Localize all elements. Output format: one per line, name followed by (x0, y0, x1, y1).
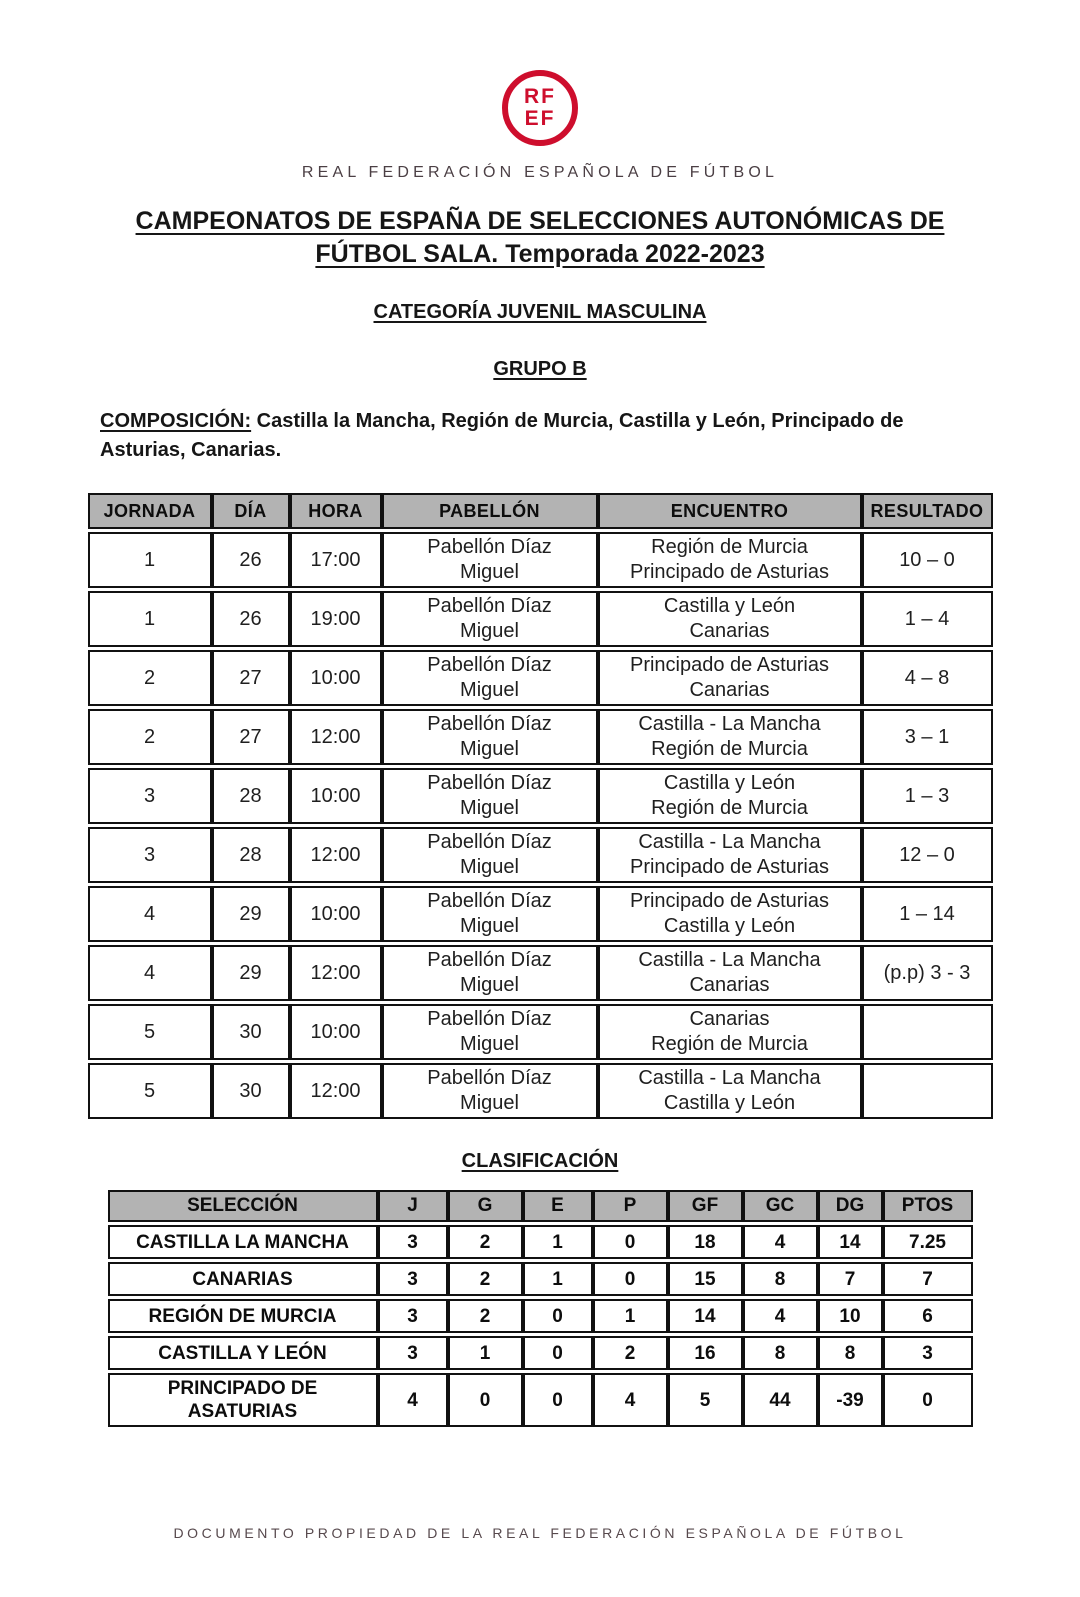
cell-seleccion (108, 1336, 378, 1370)
cell-dia: 28 (212, 768, 290, 824)
classification-row (108, 1373, 973, 1427)
cell-jornada: 4 (88, 886, 212, 942)
cell-resultado: 12 – 0 (862, 827, 993, 883)
cell-e: 0 (523, 1299, 593, 1333)
clasif-header-seleccion: SELECCIÓN (108, 1190, 378, 1222)
document-page (0, 70, 1080, 1597)
pabellon-text: Pabellón Díaz Miguel (427, 772, 552, 819)
cell-pabellon (382, 650, 598, 706)
schedule-header-row (88, 493, 993, 529)
cell-encuentro (598, 591, 862, 647)
classification-row (108, 1225, 973, 1259)
cell-ptos: 3 (883, 1336, 973, 1370)
cell-gc: 8 (743, 1336, 818, 1370)
clasif-header-e: E (523, 1190, 593, 1222)
cell-dia: 30 (212, 1063, 290, 1119)
encuentro-home: Castilla y León (663, 772, 796, 794)
cell-encuentro (598, 1004, 862, 1060)
cell-pabellon (382, 886, 598, 942)
composition-text: Castilla la Mancha, Región de Murcia, Castilla y León, Principado de Asturias, Canarias. (100, 410, 904, 461)
schedule-row (88, 945, 993, 1001)
cell-hora: 19:00 (290, 591, 382, 647)
cell-dia: 29 (212, 886, 290, 942)
cell-jornada: 5 (88, 1063, 212, 1119)
cell-dg: 10 (818, 1299, 883, 1333)
rfef-logo-text-top: RF (524, 85, 556, 108)
cell-p: 0 (593, 1262, 668, 1296)
schedule-row (88, 1063, 993, 1119)
cell-encuentro (598, 827, 862, 883)
cell-pabellon (382, 768, 598, 824)
composition-label: COMPOSICIÓN: (100, 410, 252, 432)
encuentro-away: Castilla y León (663, 1092, 796, 1114)
cell-hora: 12:00 (290, 827, 382, 883)
cell-resultado: 1 – 14 (862, 886, 993, 942)
schedule-row (88, 591, 993, 647)
schedule-row (88, 709, 993, 765)
cell-jornada: 4 (88, 945, 212, 1001)
encuentro-away: Castilla y León (663, 915, 796, 937)
page-title (0, 205, 1080, 271)
cell-seleccion (108, 1373, 378, 1427)
cell-ptos: 7.25 (883, 1225, 973, 1259)
encuentro-home: Castilla - La Mancha (638, 949, 821, 971)
pabellon-text: Pabellón Díaz Miguel (427, 595, 552, 642)
encuentro-home: Castilla - La Mancha (638, 1067, 821, 1089)
cell-dg: 8 (818, 1336, 883, 1370)
cell-dia: 27 (212, 709, 290, 765)
group-heading: GRUPO B (493, 358, 587, 380)
encuentro-home: Castilla - La Mancha (638, 713, 821, 735)
cell-dg: 14 (818, 1225, 883, 1259)
clasif-header-gc: GC (743, 1190, 818, 1222)
schedule-header-pabellon: PABELLÓN (382, 493, 598, 529)
cell-j: 3 (378, 1225, 448, 1259)
cell-dia: 28 (212, 827, 290, 883)
classification-row (108, 1299, 973, 1333)
encuentro-away: Principado de Asturias (629, 856, 829, 878)
clasif-header-g: G (448, 1190, 523, 1222)
cell-resultado (862, 1063, 993, 1119)
encuentro-home: Principado de Asturias (629, 654, 829, 676)
schedule-table (88, 490, 993, 1122)
clasif-header-p: P (593, 1190, 668, 1222)
encuentro-away: Canarias (689, 620, 770, 642)
seleccion-text: CANARIAS (192, 1268, 293, 1290)
page-title-line2: FÚTBOL SALA. Temporada 2022-2023 (315, 240, 765, 268)
cell-resultado: 3 – 1 (862, 709, 993, 765)
cell-e: 1 (523, 1262, 593, 1296)
clasif-header-gf: GF (668, 1190, 743, 1222)
cell-jornada: 2 (88, 650, 212, 706)
cell-resultado: 1 – 4 (862, 591, 993, 647)
schedule-header-dia: DÍA (212, 493, 290, 529)
pabellon-text: Pabellón Díaz Miguel (427, 831, 552, 878)
cell-seleccion (108, 1225, 378, 1259)
cell-gc: 8 (743, 1262, 818, 1296)
cell-pabellon (382, 1004, 598, 1060)
cell-resultado: 1 – 3 (862, 768, 993, 824)
encuentro-away: Región de Murcia (651, 797, 808, 819)
cell-jornada: 3 (88, 827, 212, 883)
schedule-header-encuentro: ENCUENTRO (598, 493, 862, 529)
cell-e: 0 (523, 1373, 593, 1427)
cell-encuentro (598, 945, 862, 1001)
cell-dia: 29 (212, 945, 290, 1001)
schedule-row (88, 768, 993, 824)
schedule-row (88, 886, 993, 942)
cell-p: 4 (593, 1373, 668, 1427)
clasif-header-ptos: PTOS (883, 1190, 973, 1222)
rfef-logo-text-bottom: EF (524, 107, 556, 130)
cell-pabellon (382, 945, 598, 1001)
cell-hora: 12:00 (290, 945, 382, 1001)
cell-hora: 17:00 (290, 532, 382, 588)
cell-g: 1 (448, 1336, 523, 1370)
encuentro-home: Castilla y León (663, 595, 796, 617)
schedule-row (88, 532, 993, 588)
cell-g: 2 (448, 1262, 523, 1296)
cell-hora: 10:00 (290, 650, 382, 706)
schedule-header-jornada: JORNADA (88, 493, 212, 529)
cell-encuentro (598, 886, 862, 942)
classification-row (108, 1336, 973, 1370)
cell-hora: 10:00 (290, 1004, 382, 1060)
cell-gc: 44 (743, 1373, 818, 1427)
encuentro-home: Canarias (689, 1008, 770, 1030)
cell-encuentro (598, 768, 862, 824)
cell-resultado (862, 1004, 993, 1060)
clasif-header-dg: DG (818, 1190, 883, 1222)
pabellon-text: Pabellón Díaz Miguel (427, 536, 552, 583)
page-title-line1: CAMPEONATOS DE ESPAÑA DE SELECCIONES AUTONÓMICAS DE (135, 207, 945, 235)
cell-jornada: 1 (88, 532, 212, 588)
org-name: REAL FEDERACIÓN ESPAÑOLA DE FÚTBOL (301, 164, 779, 181)
cell-pabellon (382, 532, 598, 588)
cell-p: 0 (593, 1225, 668, 1259)
schedule-row (88, 650, 993, 706)
pabellon-text: Pabellón Díaz Miguel (427, 949, 552, 996)
encuentro-away: Canarias (689, 679, 770, 701)
seleccion-text: REGIÓN DE MURCIA (148, 1305, 337, 1327)
cell-j: 4 (378, 1373, 448, 1427)
cell-hora: 10:00 (290, 886, 382, 942)
cell-gf: 15 (668, 1262, 743, 1296)
cell-resultado: 4 – 8 (862, 650, 993, 706)
pabellon-text: Pabellón Díaz Miguel (427, 1067, 552, 1114)
cell-pabellon (382, 827, 598, 883)
seleccion-text: CASTILLA LA MANCHA (136, 1231, 349, 1253)
cell-jornada: 2 (88, 709, 212, 765)
cell-gf: 16 (668, 1336, 743, 1370)
encuentro-home: Castilla - La Mancha (638, 831, 821, 853)
cell-gc: 4 (743, 1225, 818, 1259)
cell-jornada: 5 (88, 1004, 212, 1060)
schedule-header-resultado: RESULTADO (862, 493, 993, 529)
cell-j: 3 (378, 1299, 448, 1333)
cell-hora: 12:00 (290, 1063, 382, 1119)
encuentro-away: Principado de Asturias (629, 561, 829, 583)
cell-gf: 14 (668, 1299, 743, 1333)
encuentro-away: Región de Murcia (651, 1033, 808, 1055)
schedule-row (88, 1004, 993, 1060)
pabellon-text: Pabellón Díaz Miguel (427, 713, 552, 760)
pabellon-text: Pabellón Díaz Miguel (427, 1008, 552, 1055)
cell-encuentro (598, 650, 862, 706)
cell-seleccion (108, 1299, 378, 1333)
cell-pabellon (382, 709, 598, 765)
cell-seleccion (108, 1262, 378, 1296)
cell-ptos: 7 (883, 1262, 973, 1296)
cell-p: 1 (593, 1299, 668, 1333)
seleccion-text: PRINCIPADO DE ASATURIAS (167, 1378, 318, 1422)
cell-p: 2 (593, 1336, 668, 1370)
cell-encuentro (598, 1063, 862, 1119)
cell-j: 3 (378, 1262, 448, 1296)
encuentro-home: Región de Murcia (651, 536, 808, 558)
encuentro-home: Principado de Asturias (629, 890, 829, 912)
cell-g: 2 (448, 1225, 523, 1259)
cell-resultado: 10 – 0 (862, 532, 993, 588)
cell-gf: 5 (668, 1373, 743, 1427)
cell-jornada: 3 (88, 768, 212, 824)
cell-pabellon (382, 1063, 598, 1119)
cell-encuentro (598, 709, 862, 765)
category-heading: CATEGORÍA JUVENIL MASCULINA (373, 301, 707, 323)
schedule-header-hora: HORA (290, 493, 382, 529)
encuentro-away: Canarias (689, 974, 770, 996)
classification-title: CLASIFICACIÓN (461, 1150, 619, 1172)
seleccion-text: CASTILLA Y LEÓN (158, 1342, 327, 1364)
cell-g: 2 (448, 1299, 523, 1333)
cell-hora: 10:00 (290, 768, 382, 824)
cell-dg: -39 (818, 1373, 883, 1427)
cell-dg: 7 (818, 1262, 883, 1296)
cell-pabellon (382, 591, 598, 647)
cell-jornada: 1 (88, 591, 212, 647)
pabellon-text: Pabellón Díaz Miguel (427, 654, 552, 701)
cell-encuentro (598, 532, 862, 588)
cell-e: 0 (523, 1336, 593, 1370)
cell-gf: 18 (668, 1225, 743, 1259)
footer-text: DOCUMENTO PROPIEDAD DE LA REAL FEDERACIÓN ESPAÑOLA DE FÚTBOL (173, 1525, 907, 1541)
cell-ptos: 0 (883, 1373, 973, 1427)
cell-g: 0 (448, 1373, 523, 1427)
clasif-header-j: J (378, 1190, 448, 1222)
classification-table (108, 1187, 973, 1430)
cell-resultado: (p.p) 3 - 3 (862, 945, 993, 1001)
cell-dia: 30 (212, 1004, 290, 1060)
encuentro-away: Región de Murcia (651, 738, 808, 760)
schedule-row (88, 827, 993, 883)
cell-e: 1 (523, 1225, 593, 1259)
pabellon-text: Pabellón Díaz Miguel (427, 890, 552, 937)
cell-hora: 12:00 (290, 709, 382, 765)
cell-ptos: 6 (883, 1299, 973, 1333)
composition-paragraph (100, 407, 982, 465)
cell-j: 3 (378, 1336, 448, 1370)
classification-row (108, 1262, 973, 1296)
rfef-logo-icon (502, 70, 578, 146)
cell-dia: 26 (212, 532, 290, 588)
cell-dia: 27 (212, 650, 290, 706)
cell-dia: 26 (212, 591, 290, 647)
cell-gc: 4 (743, 1299, 818, 1333)
classification-header-row (108, 1190, 973, 1222)
